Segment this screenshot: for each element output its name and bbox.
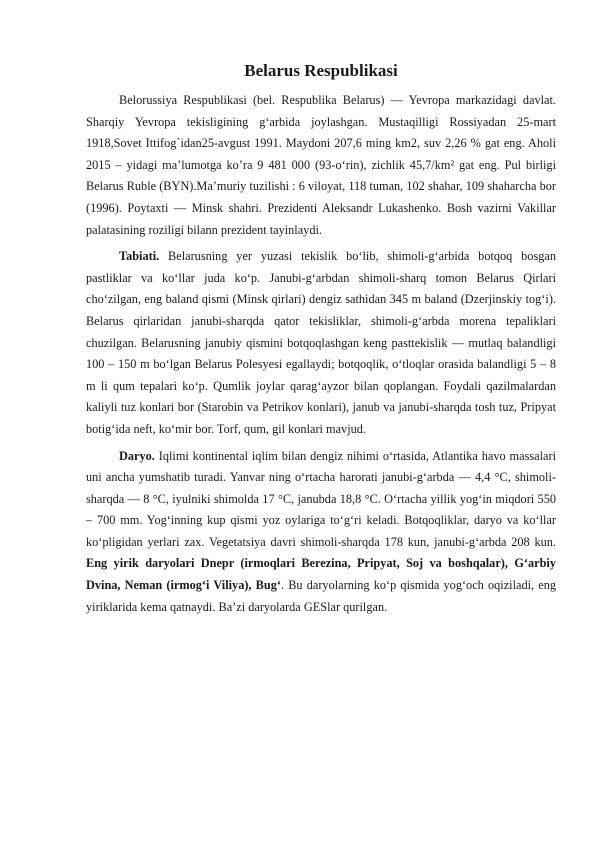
intro-paragraph: Belorussiya Respublikasi (bel. Respublika Belarus) — Yevropa markazidagi davlat. Sharqiy Yevropa tekisligining g‘arbida joylashgan. Mustaqilligi Rossiyadan 25-mart 1918,Sovet Ittifog`idan25-avgust 1991. Maydoni 207,6 ming km2, suv 2,26 % gat eng. Aholi 2015 – yidagi ma’lumotga ko’ra 9 481 000 (93-o‘rin), zichlik 45,7/km² gat eng. Pul birligi Belarus Ruble (BYN).Ma’muriy tuzilishi : 6 viloyat, 118 tuman, 102 shahar, 109 shaharcha bor (1996). Poytaxti — Minsk shahri. Prezidenti Aleksandr Lukashenko. Bosh vazirni Vakillar palatasining roziligi bilann prezident tayinlaydi. — [86, 93, 556, 237]
river-tail: . Bu daryolarning ko‘p qismida yog‘och oqiziladi, eng yiriklarida kema qatnaydi. Ba’zi daryolarda GESlar qurilgan. — [86, 578, 556, 614]
nature-text: Belarusning yer yuzasi tekislik bo‘lib, shimoli-g‘arbida botqoq bosgan pastliklar va ko‘llar juda ko‘p. Janubi-g‘arbdan shimoli-sharq tomon Belarus Qirlari cho‘zilgan, eng baland qismi (Minsk qirlari) dengiz sathidan 345 m baland (Dzerjinskiy tog‘i). Belarus qirlaridan janubi-sharqda qator tekisliklar, shimoli-g‘arbda morena tepaliklari chuzilgan. Belarusning janubiy qismini botqoqlashgan keng pasttekislik — mutlaq balandligi 100 – 150 m bo‘lgan Belarus Polesyesi egallaydi; botqoqlik, o‘tloqlar orasida balandligi 5 – 8 m li qum tepalari ko‘p. Qumlik joylar qarag‘ayzor bilan qoplangan. Foydali qazilmalardan kaliyli tuz konlari bor (Starobin va Petrikov konlari), janub va janubi-sharqda tosh tuz, Pripyat botig‘ida neft, ko‘mir bor. Torf, qum, gil konlari mavjud. — [86, 249, 556, 436]
river-text: Iqlimi kontinental iqlim bilan dengiz nihimi o‘rtasida, Atlantika havo massalari uni ancha yumshatib turadi. Yanvar ning o‘rtacha harorati janubi-g‘arbda — 4,4 °C, shimoli-sharqda — 8 °C, iyulniki shimolda 17 °C, janubda 18,8 °C. O‘rtacha yillik yog‘in miqdori 550 – 700 mm. Yog‘inning kup qismi yoz oylariga to‘g‘ri keladi. Botqoqliklar, daryo va ko‘llar ko‘pligidan yerlari zax. Vegetatsiya davri shimoli-sharqda 178 kun, janubi-g‘arbda 208 kun. — [86, 448, 556, 549]
river-paragraph — [86, 446, 556, 619]
nature-paragraph — [86, 246, 556, 440]
river-heading: Daryo. — [119, 448, 155, 463]
nature-heading: Tabiati. — [119, 249, 160, 264]
page-title: Belarus Respublikasi — [244, 61, 398, 80]
river-list-bold: Eng yirik daryolari Dnepr (irmoqlari Berezina, Pripyat, Soj va boshqalar), G‘arbiy Dvina, Neman (irmog‘i Viliya), Bug‘ — [86, 556, 556, 593]
